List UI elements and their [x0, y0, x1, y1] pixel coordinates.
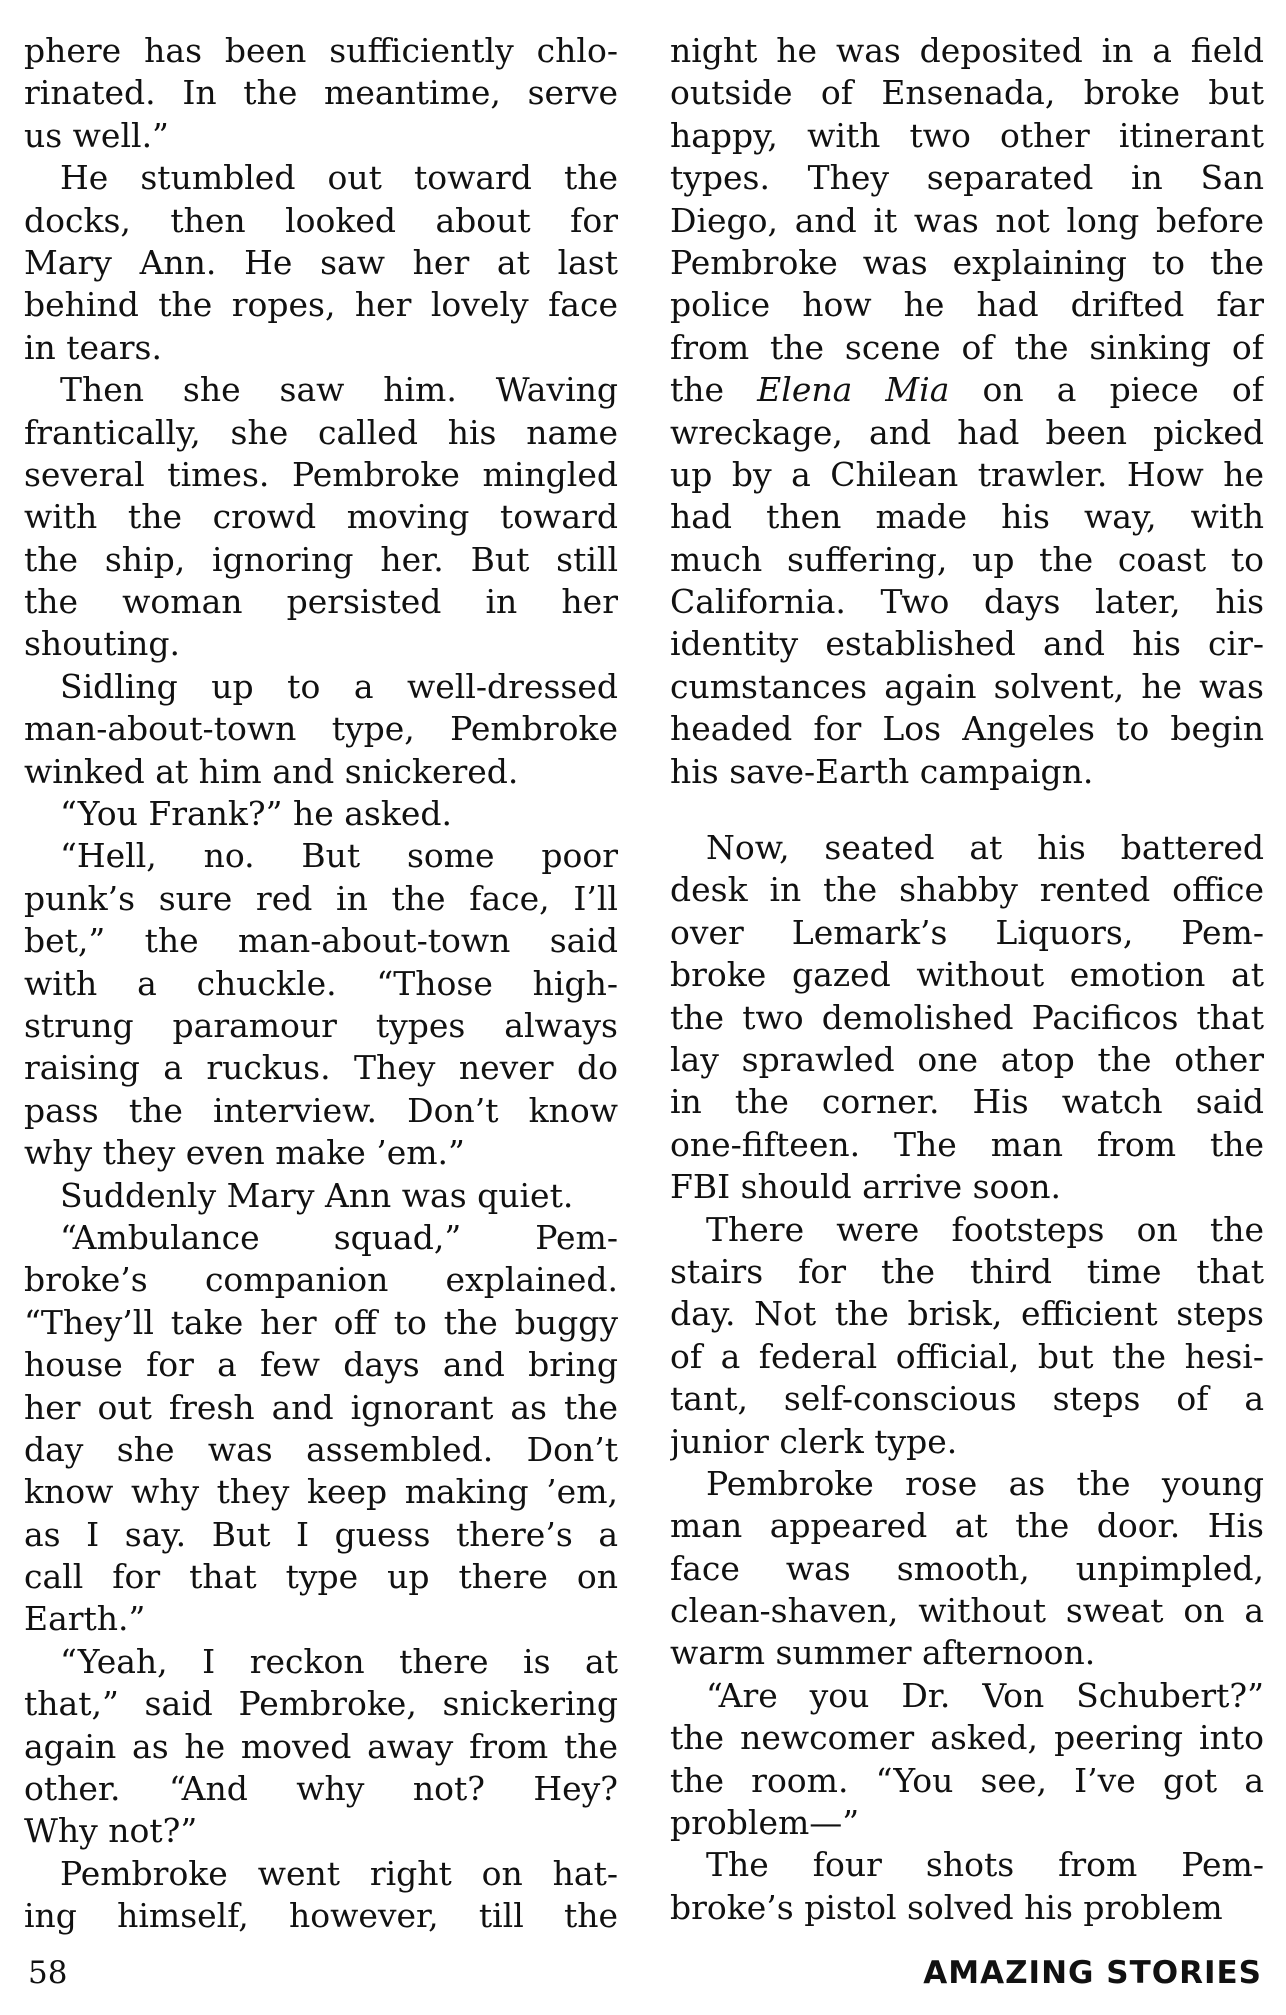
text-line: broke’s companion explained.	[24, 1260, 618, 1300]
text-line: “Yeah, I reckon there is at	[60, 1641, 618, 1681]
text-line: junior clerk type.	[670, 1421, 958, 1461]
text-line-ship-name	[670, 369, 1264, 411]
page-number: 58	[28, 1955, 68, 1991]
text-line: bet,” the man-about-town said	[24, 921, 618, 961]
text-line: stairs for the third time that	[670, 1251, 1264, 1291]
text-line: the two demolished Pacificos that	[670, 997, 1264, 1037]
text-line: the woman persisted in her	[24, 582, 618, 622]
magazine-title: AMAZING STORIES	[923, 1955, 1262, 1991]
text-line: identity established and his cir-	[670, 624, 1264, 664]
text-line: shouting.	[24, 624, 180, 664]
text-line: in tears.	[24, 327, 162, 367]
text-line: why they even make ’em.”	[24, 1133, 465, 1173]
text-line: the room. “You see, I’ve got a	[670, 1760, 1264, 1800]
text-line: “You Frank?” he asked.	[60, 794, 452, 834]
text-line: strung paramour types always	[24, 1005, 618, 1045]
text-line: punk’s sure red in the face, I’ll	[24, 878, 618, 918]
text-line: her out fresh and ignorant as the	[24, 1387, 618, 1427]
text-line: behind the ropes, her lovely face	[24, 285, 618, 325]
text-line: frantically, she called his name	[24, 412, 618, 452]
text-line: day. Not the brisk, efficient steps	[670, 1294, 1264, 1334]
text-line: one-fifteen. The man from the	[670, 1124, 1264, 1164]
text-line: man-about-town type, Pembroke	[24, 709, 618, 749]
text-line: other. “And why not? Hey?	[24, 1769, 618, 1809]
text-line: the ship, ignoring her. But still	[24, 539, 618, 579]
text-fragment: the	[670, 370, 758, 410]
text-line: phere has been sufficiently chlo-	[24, 31, 618, 70]
text-line: California. Two days later, his	[670, 582, 1264, 622]
text-line: in the corner. His watch said	[670, 1082, 1264, 1122]
text-line: “They’ll take her off to the buggy	[24, 1302, 618, 1342]
text-line: as I say. But I guess there’s a	[24, 1514, 618, 1554]
text-line: that,” said Pembroke, snickering	[24, 1684, 618, 1724]
text-line: with a chuckle. “Those high-	[24, 963, 618, 1003]
text-line: Now, seated at his battered	[706, 828, 1264, 868]
text-line: FBI should arrive soon.	[670, 1167, 1062, 1207]
text-line: Pembroke was explaining to the	[670, 242, 1264, 282]
text-line: rinated. In the meantime, serve	[24, 73, 618, 113]
text-line: There were footsteps on the	[706, 1209, 1264, 1249]
text-line: “Ambulance squad,” Pem-	[60, 1217, 618, 1257]
text-line: lay sprawled one atop the other	[670, 1039, 1264, 1079]
text-line: Why not?”	[24, 1811, 198, 1851]
text-fragment: on a piece of	[949, 370, 1264, 410]
text-line: problem—”	[670, 1803, 860, 1843]
text-line: outside of Ensenada, broke but	[670, 73, 1264, 113]
text-line: Sidling up to a well-dressed	[60, 666, 618, 706]
text-line: raising a ruckus. They never do	[24, 1048, 618, 1088]
text-line: Suddenly Mary Ann was quiet.	[60, 1175, 574, 1215]
text-line: “Are you Dr. Von Schubert?”	[706, 1675, 1264, 1715]
text-line: know why they keep making ’em,	[24, 1472, 618, 1512]
text-line: happy, with two other itinerant	[670, 115, 1264, 155]
text-line: man appeared at the door. His	[670, 1506, 1264, 1546]
text-line: wreckage, and had been picked	[670, 412, 1264, 452]
text-line: his save-Earth campaign.	[670, 751, 1094, 791]
right-column	[670, 30, 1264, 1929]
text-line: the newcomer asked, peering into	[670, 1718, 1264, 1758]
left-column	[24, 30, 618, 1938]
text-line: He stumbled out toward the	[60, 158, 618, 198]
ship-name: Elena Mia	[757, 370, 950, 410]
text-line: police how he had drifted far	[670, 285, 1264, 325]
text-line: over Lemark’s Liquors, Pem-	[670, 912, 1264, 952]
text-line: house for a few days and bring	[24, 1345, 618, 1385]
text-line: clean-shaven, without sweat on a	[670, 1591, 1264, 1631]
text-line: had then made his way, with	[670, 497, 1264, 537]
text-line: from the scene of the sinking of	[670, 327, 1264, 367]
text-line: day she was assembled. Don’t	[24, 1429, 618, 1469]
text-line: up by a Chilean trawler. How he	[670, 454, 1264, 494]
text-line: night he was deposited in a field	[670, 31, 1264, 70]
text-line: with the crowd moving toward	[24, 497, 618, 537]
text-line: face was smooth, unpimpled,	[670, 1548, 1264, 1588]
text-line: broke gazed without emotion at	[670, 955, 1264, 995]
text-line: docks, then looked about for	[24, 200, 618, 240]
text-line: us well.”	[24, 115, 169, 155]
text-line: headed for Los Angeles to begin	[670, 709, 1264, 749]
text-line: call for that type up there on	[24, 1557, 618, 1597]
text-line: Pembroke rose as the young	[706, 1463, 1264, 1503]
text-line: “Hell, no. But some poor	[60, 836, 618, 876]
text-line: Mary Ann. He saw her at last	[24, 242, 618, 282]
text-line: broke’s pistol solved his problem	[670, 1887, 1223, 1927]
text-line: tant, self-conscious steps of a	[670, 1379, 1264, 1419]
text-line: Then she saw him. Waving	[60, 370, 618, 410]
text-line: Diego, and it was not long before	[670, 200, 1264, 240]
text-line: Earth.”	[24, 1599, 146, 1639]
section-break	[670, 793, 1264, 827]
text-line: cumstances again solvent, he was	[670, 666, 1264, 706]
text-line: again as he moved away from the	[24, 1726, 618, 1766]
text-line: much suffering, up the coast to	[670, 539, 1264, 579]
text-line: The four shots from Pem-	[706, 1845, 1264, 1885]
text-line: Pembroke went right on hat-	[60, 1853, 618, 1893]
text-line: ing himself, however, till the	[24, 1896, 618, 1936]
text-line: desk in the shabby rented office	[670, 870, 1264, 910]
text-line: pass the interview. Don’t know	[24, 1090, 618, 1130]
text-line: several times. Pembroke mingled	[24, 454, 618, 494]
text-line: of a federal official, but the hesi-	[670, 1336, 1264, 1376]
text-line: types. They separated in San	[670, 158, 1264, 198]
text-line: warm summer afternoon.	[670, 1633, 1096, 1673]
text-line: winked at him and snickered.	[24, 751, 519, 791]
